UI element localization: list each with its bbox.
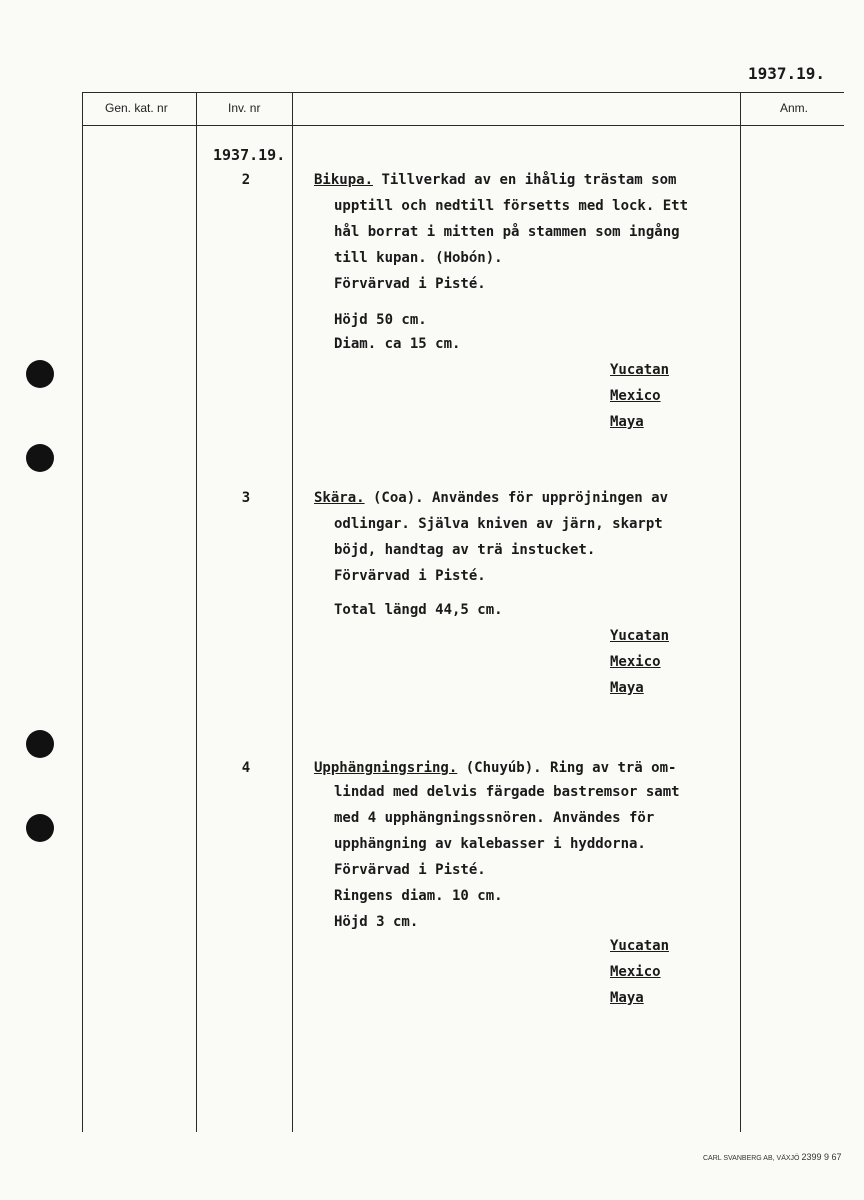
region-label: Yucatan bbox=[610, 362, 670, 378]
entry-text-line: Tillverkad av en ihålig trästam som bbox=[373, 172, 677, 188]
entry-text-line: hål borrat i mitten på stammen som ingång bbox=[334, 224, 680, 240]
entry-title: Bikupa. bbox=[314, 172, 374, 188]
entry-text-line: med 4 upphängningssnören. Användes för bbox=[334, 810, 655, 826]
entry-text-line: Höjd 3 cm. bbox=[334, 914, 419, 930]
region-label: Maya bbox=[610, 990, 644, 1006]
punch-hole bbox=[26, 730, 54, 758]
catalog-entry bbox=[314, 172, 734, 442]
region-label: Mexico bbox=[610, 388, 661, 404]
inventory-year: 1937.19. bbox=[213, 146, 286, 164]
region-label: Yucatan bbox=[610, 628, 670, 644]
region-label: Yucatan bbox=[610, 938, 670, 954]
entry-text-line: Förvärvad i Pisté. bbox=[334, 568, 486, 584]
entry-text-line: Höjd 50 cm. bbox=[334, 312, 427, 328]
punch-hole bbox=[26, 360, 54, 388]
column-header-anm: Anm. bbox=[780, 101, 809, 115]
entry-text-line: Förvärvad i Pisté. bbox=[334, 862, 486, 878]
inventory-number: 3 bbox=[241, 490, 251, 506]
inventory-number: 2 bbox=[241, 172, 251, 188]
region-label: Maya bbox=[610, 680, 644, 696]
entry-text-line: upptill och nedtill försetts med lock. Ett bbox=[334, 198, 689, 214]
region-label: Maya bbox=[610, 414, 644, 430]
form-number: 2399 9 67 bbox=[801, 1152, 842, 1162]
catalog-entry bbox=[314, 490, 734, 710]
entry-text-line: lindad med delvis färgade bastremsor samt bbox=[334, 784, 680, 800]
entry-text-line: Förvärvad i Pisté. bbox=[334, 276, 486, 292]
printer-name: CARL SVANBERG AB, VÄXJÖ bbox=[703, 1155, 800, 1162]
entry-text-line: odlingar. Själva kniven av järn, skarpt bbox=[334, 516, 663, 532]
entry-text-line: Total längd 44,5 cm. bbox=[334, 602, 503, 618]
entry-text-line: Diam. ca 15 cm. bbox=[334, 336, 461, 352]
entry-text-line: (Coa). Användes för uppröjningen av bbox=[364, 490, 669, 506]
entry-text-line: Ringens diam. 10 cm. bbox=[334, 888, 503, 904]
entry-title: Skära. bbox=[314, 490, 365, 506]
entry-title: Upphängningsring. bbox=[314, 760, 458, 776]
column-rule-left bbox=[82, 92, 83, 1132]
catalog-entry bbox=[314, 760, 734, 1020]
inventory-number: 4 bbox=[241, 760, 251, 776]
form-footer bbox=[703, 1152, 841, 1162]
page-number: 1937.19. bbox=[748, 64, 826, 83]
entry-text-line: (Chuyúb). Ring av trä om- bbox=[457, 760, 677, 776]
region-label: Mexico bbox=[610, 654, 661, 670]
entry-text-line: upphängning av kalebasser i hyddorna. bbox=[334, 836, 646, 852]
entry-text-line: böjd, handtag av trä instucket. bbox=[334, 542, 596, 558]
column-rule-anm bbox=[740, 92, 741, 1132]
column-header-inv-nr: Inv. nr bbox=[228, 101, 261, 115]
column-rule-inv bbox=[196, 92, 197, 1132]
column-header-gen-kat-nr: Gen. kat. nr bbox=[105, 101, 168, 115]
punch-hole bbox=[26, 814, 54, 842]
region-label: Mexico bbox=[610, 964, 661, 980]
column-rule-desc bbox=[292, 92, 293, 1132]
punch-hole bbox=[26, 444, 54, 472]
entry-text-line: till kupan. (Hobón). bbox=[334, 250, 503, 266]
